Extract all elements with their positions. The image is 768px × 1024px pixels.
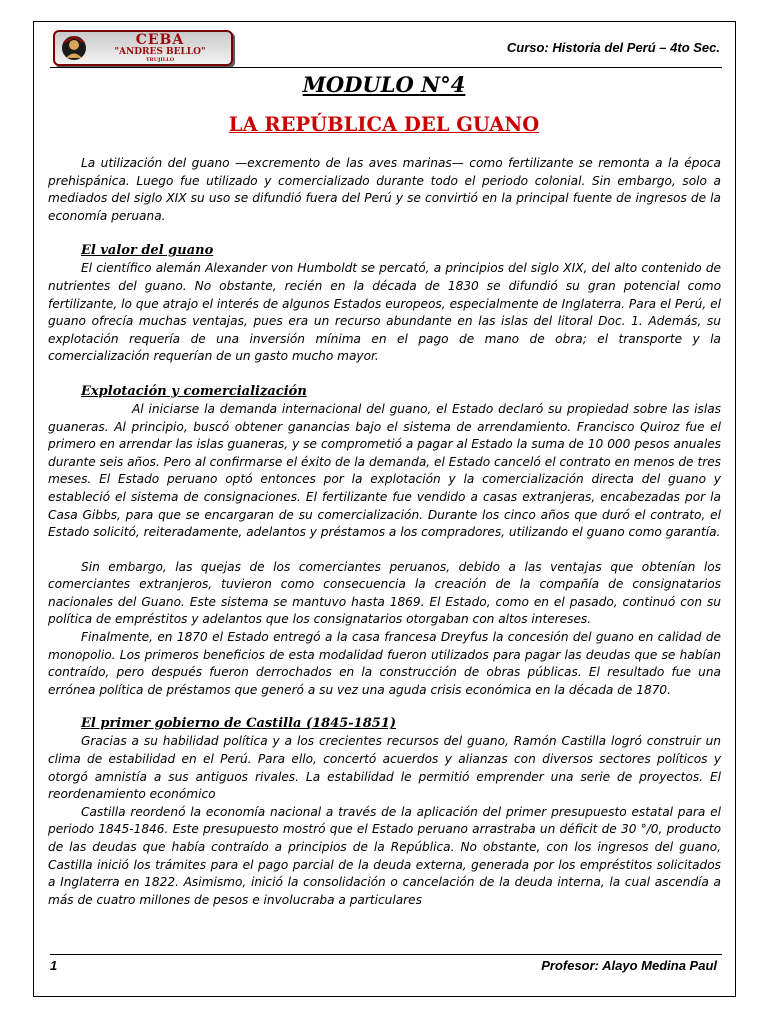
emblem-icon (61, 34, 87, 62)
section-heading-castilla: El primer gobierno de Castilla (1845-1851) (81, 716, 397, 732)
logo-name: CEBA (135, 32, 185, 48)
castilla-paragraph-1 (48, 733, 721, 803)
professor-label: Profesor: Alayo Medina Paul (541, 958, 717, 973)
section-heading-explotacion: Explotación y comercialización (81, 383, 307, 399)
intro-paragraph: La utilización del guano —excremento de las aves marinas— como fertilizante se remonta a la época prehispánica. Luego fue utilizado y comercializado durante todo el periodo colonial. Sin embargo, solo a mediados del siglo XIX su uso se difundió fuera del Perú y se convirtió en la principal fuente de ingresos de la economía peruana. (48, 156, 721, 223)
castilla-paragraph-1-text: Gracias a su habilidad política y a los crecientes recursos del guano, Ramón Castilla logró construir un clima de estabilidad en el Perú. Para ello, concertó acuerdos y alianzas con diversos sectores políticos y otorgó amnistía a sus antiguos rivales. La estabilidad le permitió emprender una serie de proyectos. (48, 734, 721, 784)
school-logo (53, 30, 233, 66)
header-divider (50, 67, 722, 68)
castilla-subheading: El reordenamiento económico (48, 769, 722, 802)
logo-city: TRUJILLO (145, 57, 175, 63)
castilla-paragraph-2: Castilla reordenó la economía nacional a través de la aplicación del primer presupuesto estatal para el periodo 1845-1846. Este presupuesto mostró que el Estado peruano arrastraba un déficit de 30 °/0, producto de las deudas que había contraído a principios de la República. No obstante, con los ingresos del guano, Castilla inició los trámites para el pago parcial de la deuda externa, generada por los empréstitos solicitados a Inglaterra en 1822. Asimismo, inició la consolidación o cancelación de la deuda interna, la cual ascendía a más de cuatro millones de pesos e involucraba a particulares (48, 804, 721, 907)
course-label: Curso: Historia del Perú – 4to Sec. (506, 40, 720, 55)
page-title: LA REPÚBLICA DEL GUANO (228, 113, 540, 136)
logo-subtitle: "ANDRES BELLO" (114, 47, 206, 57)
explotacion-paragraph-3: Finalmente, en 1870 el Estado entregó a la casa francesa Dreyfus la concesión del guano en calidad de monopolio. Los primeros beneficios de esta modalidad fueron utilizados para pagar las deudas que se habían contraído, pero después fueron derrochados en la construcción de obras públicas. El resultado fue una errónea política de préstamos que generó a su vez una aguda crisis económica en la década de 1870. (48, 630, 721, 697)
section-heading-valor: El valor del guano (81, 243, 214, 259)
explotacion-paragraph-1: Al iniciarse la demanda internacional del guano, el Estado declaró su propiedad sobre las islas guaneras. Al principio, buscó obtener ganancias bajo el sistema de arrendamiento. Francisco Quiroz fue el primero en arrendar las islas guaneras, y se comprometió a pagar al Estado la suma de 10 000 pesos anuales durante seis años. Pero al confirmarse el éxito de la demanda, el Estado canceló el contrato en menos de tres meses. El Estado peruano optó entonces por la explotación y la comercialización directa del guano y estableció el sistema de consignaciones. El fertilizante fue vendido a casas extranjeras, encabezadas por la Casa Gibbs, para que se encargaran de su comercialización. Durante los cinco años que duró el contrato, el Estado solicitó, reiteradamente, adelantos y préstamos a los compradores, utilizando el guano como garantía. (48, 401, 721, 540)
module-title: MODULO N°4 (302, 72, 466, 97)
footer-divider (50, 954, 722, 955)
explotacion-paragraph-2: Sin embargo, las quejas de los comerciantes peruanos, debido a las ventajas que obtenían los comerciantes extranjeros, tuvieron como consecuencia la creación de la compañía de consignatarios nacionales del Guano. Este sistema se mantuvo hasta 1869. El Estado, como en el pasado, continuó con su política de empréstitos y adelantos que los consignatarios otorgaban con altos intereses. (48, 559, 721, 627)
document-body (48, 155, 721, 909)
valor-paragraph: El científico alemán Alexander von Humboldt se percató, a principios del siglo XIX, del alto contenido de nutrientes del guano. No obstante, recién en la década de 1830 se difundió su gran potencial como fertilizante, lo que atrajo el interés de algunos Estados europeos, especialmente de Inglaterra. Para el Perú, el guano ofrecía muchas ventajas, pues era un recurso abundante en las islas del litoral Doc. 1. Además, su explotación requería de una inversión mínima en el pago de mano de obra; el transporte y la comercialización requerían de un gasto mucho mayor. (48, 261, 721, 364)
page-number: 1 (50, 958, 58, 973)
